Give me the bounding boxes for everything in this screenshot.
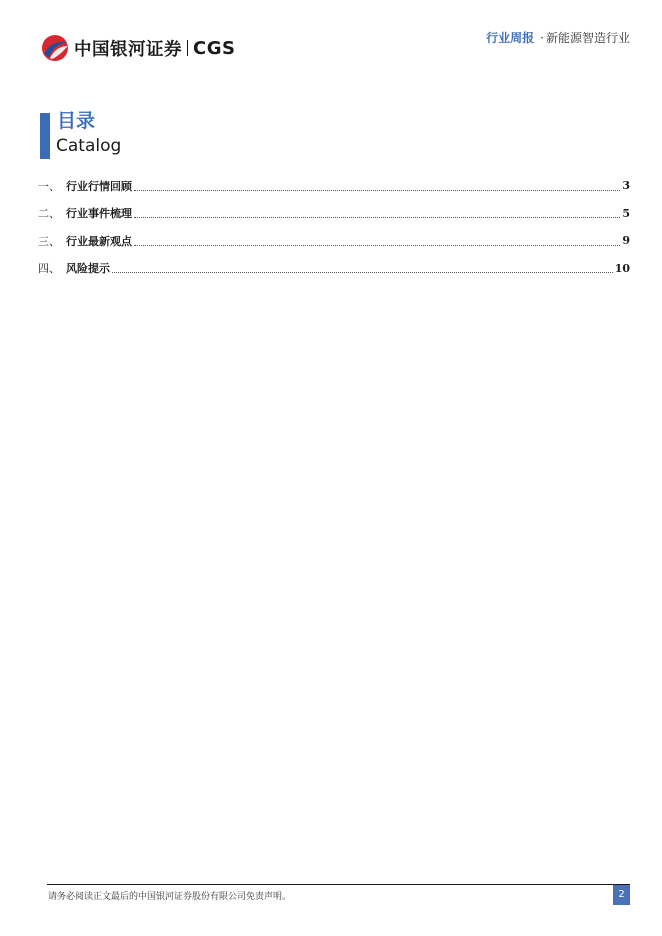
- toc-entry[interactable]: [38, 255, 630, 283]
- toc-dot-leader: [112, 271, 613, 273]
- toc-entry-page[interactable]: 5: [622, 206, 630, 220]
- table-of-contents: [38, 172, 630, 282]
- toc-dot-leader: [134, 216, 620, 218]
- report-sector: 新能源智造行业: [545, 31, 630, 45]
- toc-entry-label[interactable]: 行业行情回顾: [66, 179, 132, 193]
- footer-disclaimer: 请务必阅读正文最后的中国银河证券股份有限公司免责声明。: [48, 892, 292, 902]
- title-accent-bar: [40, 113, 50, 159]
- toc-entry-page[interactable]: 10: [614, 261, 630, 275]
- toc-entry-page[interactable]: 3: [622, 179, 630, 193]
- company-logo: [40, 34, 235, 62]
- page-title: 目录: [57, 110, 96, 132]
- toc-dot-leader: [134, 244, 620, 246]
- toc-entry-label[interactable]: 行业事件梳理: [66, 207, 132, 221]
- brand-divider: [187, 40, 188, 56]
- toc-entry[interactable]: [38, 227, 630, 255]
- report-type: 行业周报: [486, 31, 535, 45]
- toc-entry-number: 三、: [38, 234, 60, 248]
- page-number-badge: 2: [613, 885, 630, 905]
- toc-entry-label[interactable]: 行业最新观点: [66, 234, 132, 248]
- toc-entry-number: 一、: [38, 179, 60, 193]
- report-header-label: [486, 29, 630, 46]
- toc-entry-page[interactable]: 9: [622, 234, 630, 248]
- page-subtitle: Catalog: [56, 136, 122, 156]
- footer-divider: [47, 884, 630, 885]
- toc-entry[interactable]: [38, 172, 630, 200]
- toc-entry-number: 二、: [38, 207, 60, 221]
- toc-entry-label[interactable]: 风险提示: [66, 262, 110, 276]
- toc-dot-leader: [134, 189, 620, 191]
- header-separator: ·: [540, 31, 544, 45]
- toc-entry[interactable]: [38, 200, 630, 228]
- brand-abbreviation: CGS: [193, 37, 236, 59]
- brand-name: 中国银河证券: [74, 39, 182, 60]
- galaxy-logo-icon: [40, 34, 70, 62]
- toc-entry-number: 四、: [38, 262, 60, 276]
